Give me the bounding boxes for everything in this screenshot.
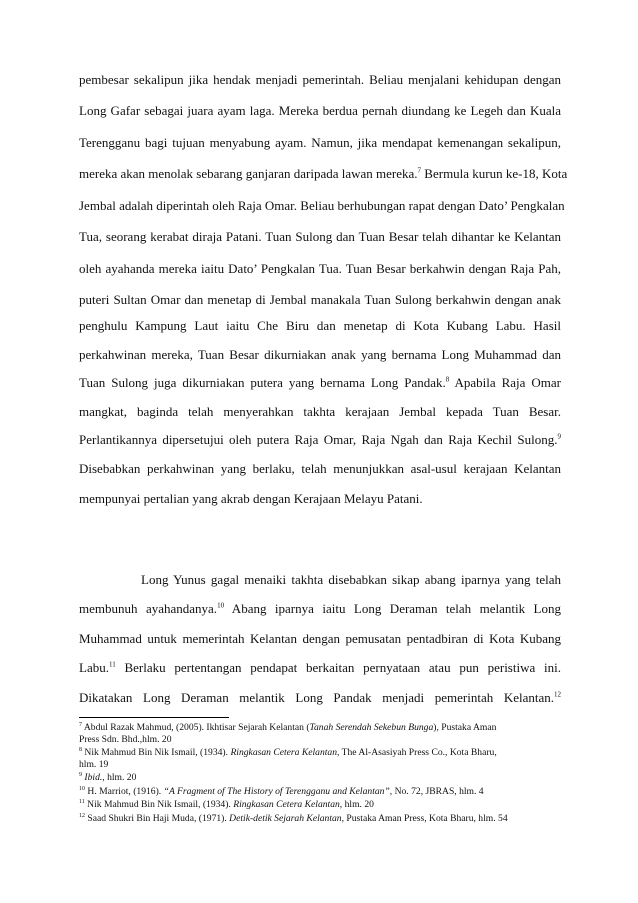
- footnote-11: $^{11}$ Nik Mahmud Bin Nik Ismail, (1934). Ringkasan Cetera Kelantan, hlm. 20: [79, 798, 374, 810]
- text-line: mangkat, baginda telah menyerahkan takhta kerajaan Jembal kepada Tuan Besar.: [79, 404, 561, 419]
- footnote-8-cont: hlm. 19: [79, 759, 109, 770]
- text-line: membunuh ayahandanya.$^{10}$ Abang iparnya iaitu Long Deraman telah melantik Long: [79, 601, 562, 616]
- footnote-ref-10: 10: [217, 601, 225, 610]
- text-line: penghulu Kampung Laut iaitu Che Biru dan menetap di Kota Kubang Labu. Hasil: [79, 318, 561, 333]
- footnote-ref-11: 11: [108, 660, 116, 669]
- footnote-ref-8: 8: [445, 375, 450, 384]
- text-line: mereka akan menolak sebarang ganjaran daripada lawan mereka.$^7$ Bermula kurun ke-18, Kota: [79, 166, 568, 181]
- text-line: Disebabkan perkahwinan yang berlaku, telah menunjukkan asal-usul kerajaan Kelantan: [79, 461, 561, 476]
- footnote-8: $^8$ Nik Mahmud Bin Nik Ismail, (1934). Ringkasan Cetera Kelantan, The Al-Asasiyah Press Co., Kota Bharu,: [79, 746, 497, 758]
- text-line: Muhammad untuk memerintah Kelantan dengan pemusatan pentadbiran di Kota Kubang: [79, 631, 561, 646]
- text-line: Tuan Sulong juga dikurniakan putera yang bernama Long Pandak.$^8$ Apabila Raja Omar: [79, 375, 561, 390]
- text-line: perkahwinan mereka, Tuan Besar dikurniakan anak yang bernama Long Muhammad dan: [79, 347, 561, 362]
- text-line: Jembal adalah diperintah oleh Raja Omar. Beliau berhubungan rapat dengan Dato’ Pengkalan: [79, 198, 565, 213]
- text-line: oleh ayahanda mereka iaitu Dato’ Pengkalan Tua. Tuan Besar berkahwin dengan Raja Pah,: [79, 261, 561, 276]
- footnote-7: $^7$ Abdul Razak Mahmud, (2005). Ikhtisar Sejarah Kelantan (Tanah Serendah Sekebun Bunga), Pustaka Aman: [79, 721, 497, 733]
- text-line: Perlantikannya dipersetujui oleh putera Raja Omar, Raja Ngah dan Raja Kechil Sulong.$^9$: [79, 432, 561, 447]
- text-line: Terengganu bagi tujuan menyabung ayam. Namun, jika mendapat kemenangan sekalipun,: [79, 135, 561, 150]
- footnote-ref-9: 9: [557, 432, 561, 441]
- footnote-9: $^9$ Ibid., hlm. 20: [79, 771, 137, 783]
- text-line: Long Gafar sebagai juara ayam laga. Mereka berdua pernah diundang ke Legeh dan Kuala: [79, 103, 561, 118]
- footnote-ref-12: 12: [554, 690, 561, 699]
- footnote-separator: [79, 717, 229, 718]
- text-line: Tua, seorang kerabat diraja Patani. Tuan Sulong dan Tuan Besar telah dihantar ke Kelantan: [79, 229, 561, 244]
- text-line: Long Yunus gagal menaiki takhta disebabkan sikap abang iparnya yang telah: [141, 572, 561, 587]
- text-line: pembesar sekalipun jika hendak menjadi pemerintah. Beliau menjalani kehidupan dengan: [79, 72, 561, 87]
- text-line: Labu.$^{11}$ Berlaku pertentangan pendapat berkaitan pernyataan atau pun peristiwa ini.: [79, 660, 561, 675]
- footnote-7-cont: Press Sdn. Bhd.,hlm. 20: [79, 734, 172, 745]
- text-line: mempunyai pertalian yang akrab dengan Kerajaan Melayu Patani.: [79, 491, 423, 506]
- text-line: Dikatakan Long Deraman melantik Long Pandak menjadi pemerintah Kelantan.$^{12}$: [79, 690, 561, 705]
- footnote-12: $^{12}$ Saad Shukri Bin Haji Muda, (1971). Detik-detik Sejarah Kelantan, Pustaka Aman Press, Kota Bharu, hlm. 54: [79, 812, 508, 824]
- footnote-10: $^{10}$ H. Marriot, (1916). “A Fragment of The History of Terengganu and Kelantan”, No. 72, JBRAS, hlm. 4: [79, 785, 484, 797]
- text-line: puteri Sultan Omar dan menetap di Jembal manakala Tuan Sulong berkahwin dengan anak: [79, 292, 561, 307]
- footnote-ref-7: 7: [417, 166, 422, 175]
